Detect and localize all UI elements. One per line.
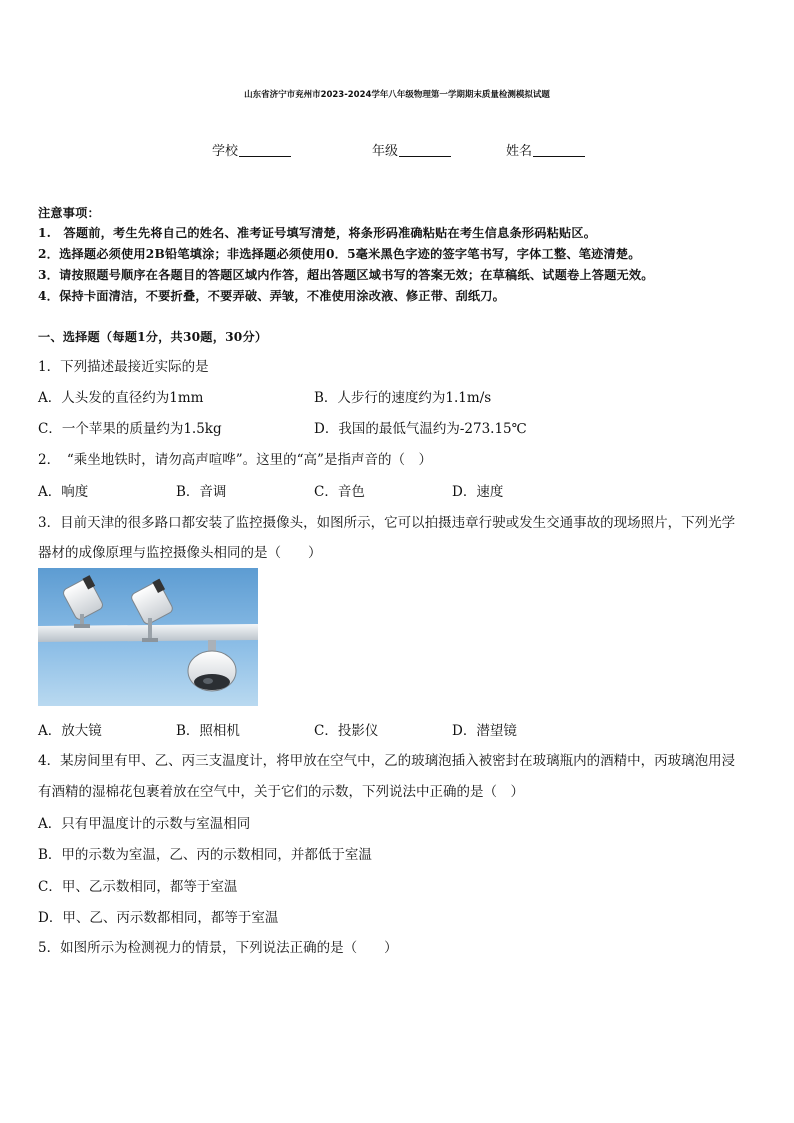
question-3-stem-cont: 器材的成像原理与监控摄像头相同的是（ ） — [38, 545, 322, 561]
q2-option-b: B．音调 — [176, 484, 227, 500]
grade-label: 年级 — [372, 144, 399, 159]
q3-option-a: A．放大镜 — [38, 723, 102, 739]
q4-option-a: A．只有甲温度计的示数与室温相同 — [38, 816, 251, 832]
question-4-stem: 4．某房间里有甲、乙、丙三支温度计，将甲放在空气中，乙的玻璃泡插入被密封在玻璃瓶内的酒精中，丙玻璃泡用浸 — [38, 753, 736, 769]
q1-option-c: C．一个苹果的质量约为1.5kg — [38, 421, 222, 437]
q4-option-b: B．甲的示数为室温，乙、丙的示数相同，并都低于室温 — [38, 847, 372, 863]
question-5-stem: 5．如图所示为检测视力的情景，下列说法正确的是（ ） — [38, 940, 398, 956]
notice-item: 3．请按照题号顺序在各题目的答题区域内作答，超出答题区域书写的答案无效；在草稿纸、试题卷上答题无效。 — [38, 268, 654, 282]
name-label: 姓名 — [506, 144, 533, 159]
q2-option-a: A．响度 — [38, 484, 89, 500]
surveillance-camera-photo — [38, 568, 258, 706]
notice-item: 1. 答题前，考生先将自己的姓名、准考证号填写清楚，将条形码准确粘贴在考生信息条形码粘贴区。 — [38, 226, 597, 240]
q1-option-d: D．我国的最低气温约为-273.15℃ — [314, 421, 527, 437]
grade-blank — [399, 144, 451, 157]
q4-option-d: D．甲、乙、丙示数都相同，都等于室温 — [38, 910, 279, 926]
q3-option-d: D．潜望镜 — [452, 723, 517, 739]
q3-option-b: B．照相机 — [176, 723, 240, 739]
school-field — [212, 140, 291, 159]
question-1-stem: 1．下列描述最接近实际的是 — [38, 359, 209, 375]
section-heading: 一、选择题（每题1分，共30题，30分） — [38, 330, 268, 344]
notice-item: 2．选择题必须使用2B铅笔填涂；非选择题必须使用0．5毫米黑色字迹的签字笔书写，字体工整、笔迹清楚。 — [38, 247, 641, 261]
notice-item: 4．保持卡面清洁，不要折叠，不要弄破、弄皱，不准使用涂改液、修正带、刮纸刀。 — [38, 289, 506, 303]
school-label: 学校 — [212, 144, 239, 159]
q4-option-c: C．甲、乙示数相同，都等于室温 — [38, 879, 238, 895]
name-field — [506, 140, 585, 159]
name-blank — [533, 144, 585, 157]
school-blank — [239, 144, 291, 157]
question-2-stem: 2． “乘坐地铁时，请勿高声喧哗”。这里的“高”是指声音的（ ） — [38, 452, 432, 468]
page-title: 山东省济宁市兖州市2023-2024学年八年级物理第一学期期末质量检测模拟试题 — [244, 90, 550, 100]
q2-option-c: C．音色 — [314, 484, 365, 500]
q1-option-a: A．人头发的直径约为1mm — [38, 390, 204, 406]
grade-field — [372, 140, 451, 159]
q3-option-c: C．投影仪 — [314, 723, 379, 739]
q1-option-b: B．人步行的速度约为1.1m/s — [314, 390, 492, 406]
q2-option-d: D．速度 — [452, 484, 504, 500]
question-3-stem: 3．目前天津的很多路口都安装了监控摄像头，如图所示，它可以拍摄违章行驶或发生交通事故的现场照片，下列光学 — [38, 515, 736, 531]
question-4-stem-cont: 有酒精的湿棉花包裹着放在空气中，关于它们的示数，下列说法中正确的是（ ） — [38, 784, 524, 800]
notice-heading: 注意事项： — [38, 206, 100, 220]
